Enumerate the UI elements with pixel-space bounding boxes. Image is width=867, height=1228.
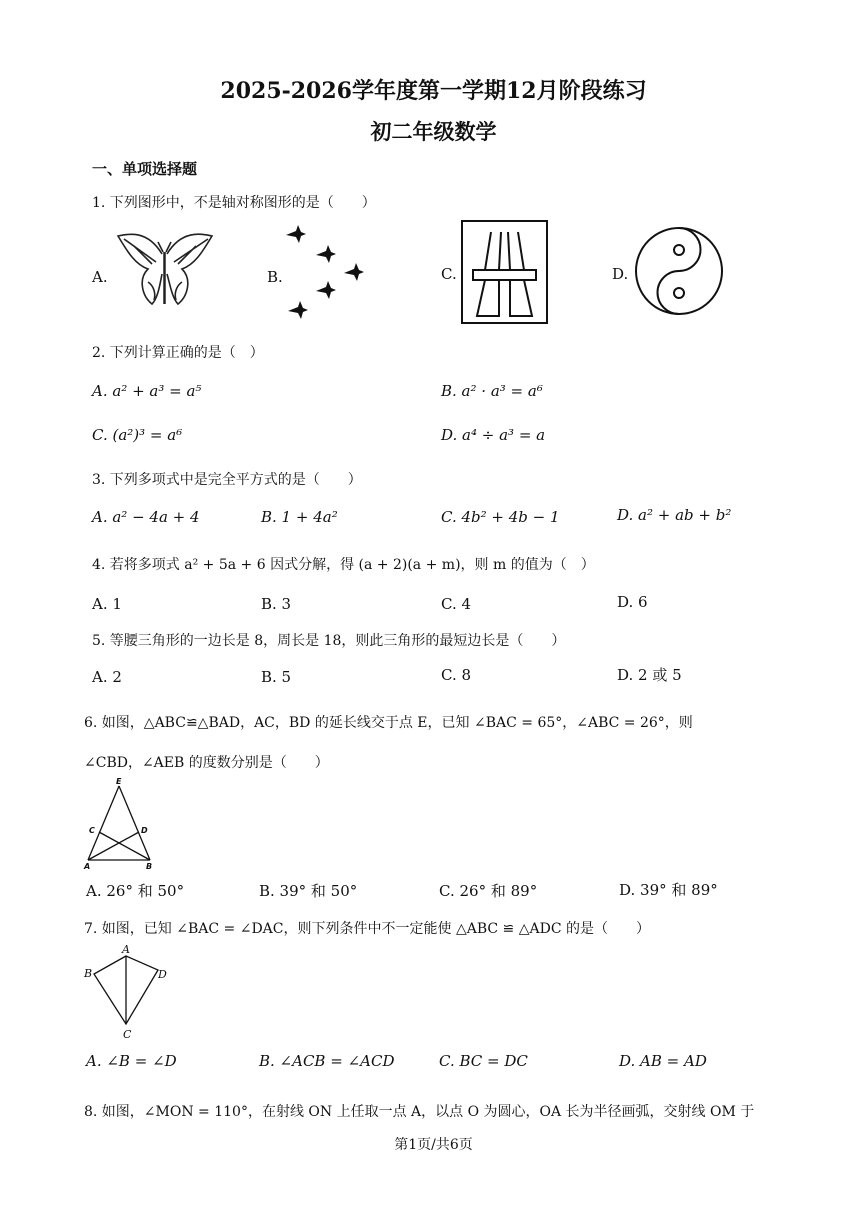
q2-option-a: A. a² + a³ = a⁵ [92,382,202,400]
q7-label-b: B [84,967,93,980]
road-sign-icon [461,220,548,324]
q2-option-c: C. (a²)³ = a⁶ [92,426,183,444]
q6-option-c: C. 26° 和 89° [439,882,538,900]
q4-option-b: B. 3 [261,595,292,613]
q1-option-a-label: A. [92,268,108,286]
q7-label-c: C [123,1028,132,1041]
question-8-stem: 8. 如图，∠MON = 110°，在射线 ON 上任取一点 A，以点 O 为圆心，OA 长为半径画弧，交射线 OM 于 [84,1104,755,1120]
question-6-stem-line2: ∠CBD，∠AEB 的度数分别是（ ） [84,755,329,771]
q7-option-b: B. ∠ACB = ∠ACD [259,1052,395,1070]
q6-triangle-figure [84,777,154,871]
butterfly-icon [112,224,217,314]
q5-option-c: C. 8 [441,666,472,684]
q1-option-d-label: D. [612,265,629,283]
q7-option-c: C. BC = DC [439,1052,528,1070]
question-2-stem: 2. 下列计算正确的是（ ） [92,345,264,361]
birds-icon [282,225,372,325]
q3-option-b: B. 1 + 4a² [261,508,338,526]
q4-option-a: A. 1 [92,595,122,613]
q6-label-a: A [84,862,91,871]
q6-option-a: A. 26° 和 50° [86,882,185,900]
q6-option-d: D. 39° 和 89° [619,881,718,899]
q1-option-c-label: C. [441,265,457,283]
q6-option-b: B. 39° 和 50° [259,882,358,900]
page-number: 第1页/共6页 [394,1137,473,1153]
q2-option-b: B. a² · a³ = a⁶ [441,382,543,400]
q3-option-c: C. 4b² + 4b − 1 [441,508,560,526]
section-heading: 一、单项选择题 [92,160,198,178]
q5-option-d: D. 2 或 5 [617,666,682,684]
q3-option-a: A. a² − 4a + 4 [92,508,200,526]
question-4-stem: 4. 若将多项式 a² + 5a + 6 因式分解，得 (a + 2)(a + m)，则 m 的值为（ ） [92,557,595,573]
q5-option-b: B. 5 [261,668,292,686]
q4-option-d: D. 6 [617,593,648,611]
q7-kite-figure [82,942,172,1042]
question-3-stem: 3. 下列多项式中是完全平方式的是（ ） [92,472,362,488]
q6-label-b: B [146,862,153,871]
q6-label-c: C [89,826,95,835]
q4-option-c: C. 4 [441,595,472,613]
q7-option-a: A. ∠B = ∠D [86,1052,177,1070]
question-5-stem: 5. 等腰三角形的一边长是 8，周长是 18，则此三角形的最短边长是（ ） [92,633,566,649]
q7-option-d: D. AB = AD [619,1052,707,1070]
q7-label-a: A [122,943,130,956]
page-title: 2025-2026学年度第一学期12月阶段练习 [220,78,647,104]
q6-label-e: E [116,777,122,786]
q2-option-d: D. a⁴ ÷ a³ = a [441,426,546,444]
q7-label-d: D [158,968,167,981]
q3-option-d: D. a² + ab + b² [617,506,732,524]
q1-option-b-label: B. [267,268,283,286]
question-1-stem: 1. 下列图形中，不是轴对称图形的是（ ） [92,195,376,211]
question-7-stem: 7. 如图，已知 ∠BAC = ∠DAC，则下列条件中不一定能使 △ABC ≌ △ADC 的是（ ） [84,921,650,937]
q6-label-d: D [141,826,148,835]
page-subtitle: 初二年级数学 [370,119,497,144]
question-6-stem-line1: 6. 如图，△ABC≌△BAD，AC，BD 的延长线交于点 E，已知 ∠BAC = 65°，∠ABC = 26°，则 [84,715,693,731]
q5-option-a: A. 2 [92,668,122,686]
yin-yang-icon [634,226,724,316]
